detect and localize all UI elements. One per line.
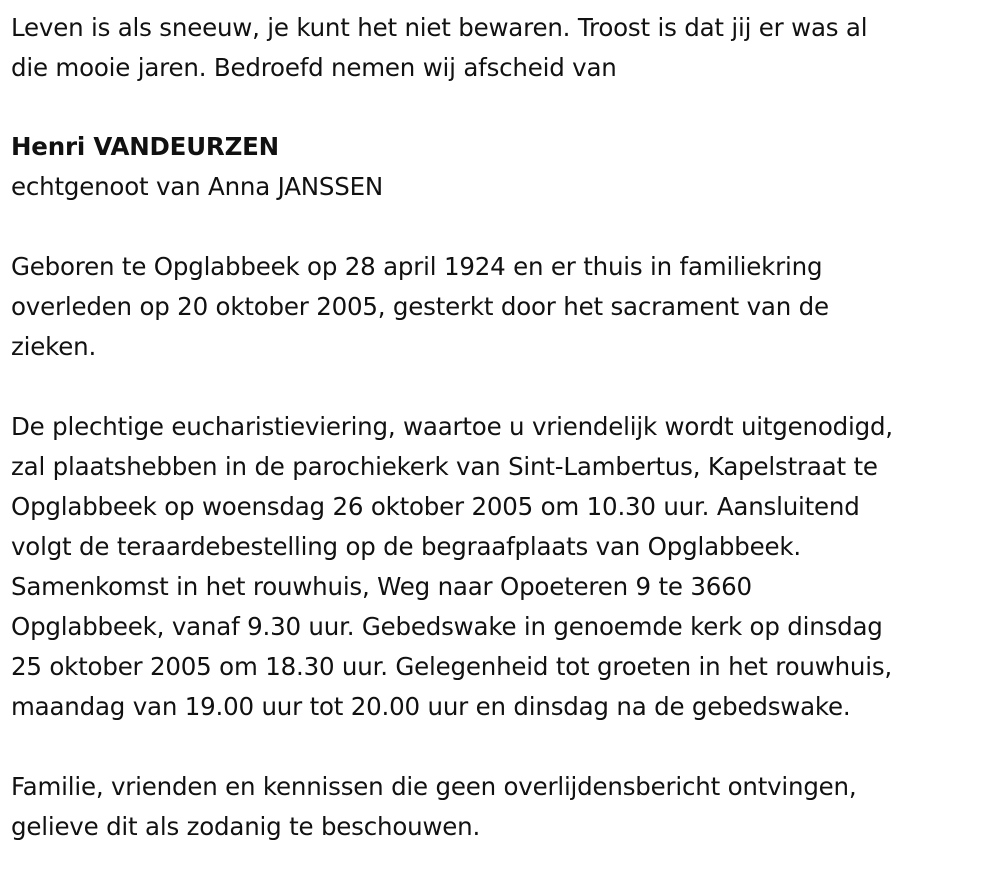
birth-death-paragraph: Geboren te Opglabbeek op 28 april 1924 en er thuis in familiekring overleden op 20 oktober 2005, gesterkt door het sacrament van de zieken. (11, 252, 829, 361)
intro-paragraph: Leven is als sneeuw, je kunt het niet bewaren. Troost is dat jij er was al die mooie jaren. Bedroefd nemen wij afscheid van (11, 13, 868, 82)
ceremony-paragraph: De plechtige eucharistieviering, waartoe u vriendelijk wordt uitgenodigd, zal plaatshebben in de parochiekerk van Sint-Lambertus, Kapelstraat te Opglabbeek op woensdag 26 oktober 2005 om 10.30 uur. Aansluitend volgt de teraardebestelling op de begraafplaats van Opglabbeek. Samenkomst in het rouwhuis, Weg naar Opoeteren 9 te 3660 Opglabbeek, vanaf 9.30 uur. Gebedswake in genoemde kerk op dinsdag 25 oktober 2005 om 18.30 uur. Gelegenheid tot groeten in het rouwhuis, maandag van 19.00 uur tot 20.00 uur en dinsdag na de gebedswake. (11, 412, 893, 721)
closing-paragraph: Familie, vrienden en kennissen die geen overlijdensbericht ontvingen, gelieve dit als zodanig te beschouwen. (11, 772, 857, 841)
spouse-line: echtgenoot van Anna JANSSEN (11, 172, 384, 201)
deceased-name: Henri VANDEURZEN (11, 132, 279, 161)
